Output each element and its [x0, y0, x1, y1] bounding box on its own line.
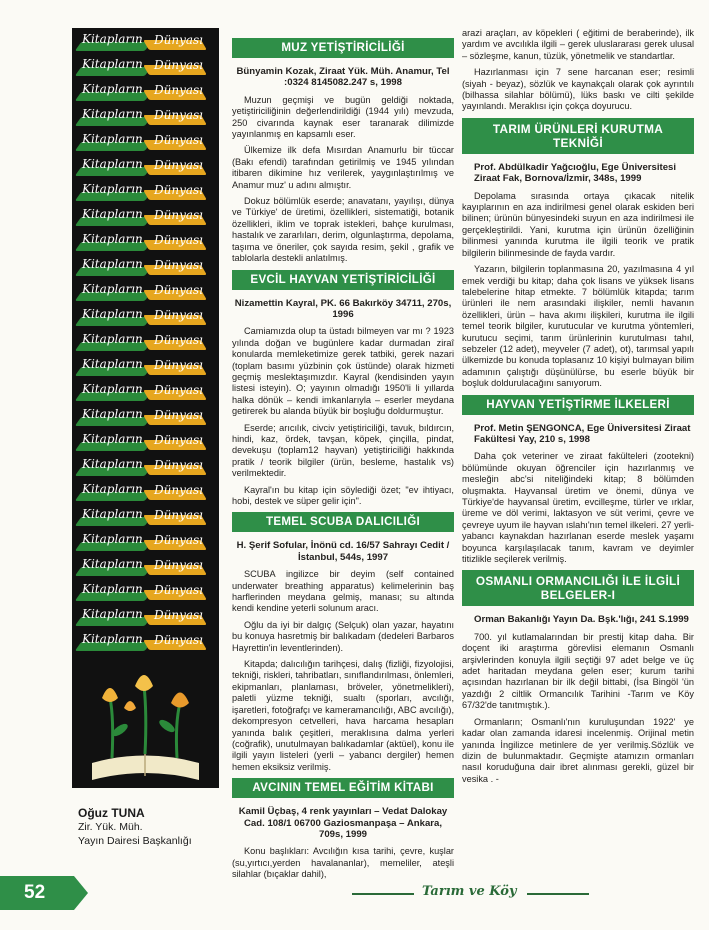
- strip-word-2: Dünyası: [154, 558, 204, 572]
- paragraph: Yazarın, bilgilerin toplanmasına 20, yazılmasına 4 yıl emek verdiği bu kitap; daha çok lisans ve yüksek lisans talebelerine hitap etmekte. 7 bölümlük kitapda; tarım ürünleri ile nem arasındaki ilişkiler, nemli havanın özellikleri, ürün – hava akımı ilişkileri, kurutma ile ilgili temel teorik bilgiler, kurutucular ve kurutma yöntemleri, kurutucu seçimi, tarım ürünlerinin kurutulması tahıl, sebzeler (12 adet), meyveler (7 adet), ot), tarımsal yapılı ülkemizde bu konuda toplasanız 10 kişiyi bulmayan bilim adamının çalıştığı düşünülürse, bu eserle büyük bir boşluk doldurulacağını sanıyorum.: [462, 264, 694, 389]
- book-info-hayvan: Prof. Metin ŞENGONCA, Ege Üniversitesi Ziraat Fakültesi Yay, 210 s, 1998: [474, 422, 691, 445]
- paragraph: Daha çok veteriner ve ziraat fakülteleri (zootekni) bölümünde okuyan öğrenciler için hazırlanmış ve mesleğin abc'si niteliğindeki kitap; 8 bölümden oluşmakta. Hayvansal üretim ve önemi, dünya ve Türkiye'de hayvansal üretim, evcilleşme, türler ve ırklar, üreme ve döl verimi, laktasyon ve süt verimi, çevre ve çevreye uyum ile hayvan ıslahı'nın temel ilkeleri. 27 yerli-yabancı kaynakdan hazırlanan eserde meslek yaşamı boyunca karşılaşılacak tanım, kavram ve deyimler titizlikle seçilerek verilmiş.: [462, 451, 694, 565]
- strip-word-1: Kitapların: [82, 307, 143, 321]
- section-heading-avcinin: AVCININ TEMEL EĞİTİM KİTABI: [232, 778, 454, 798]
- strip-row: [72, 407, 219, 432]
- author-name: Oğuz TUNA: [78, 806, 145, 820]
- strip-word-2: Dünyası: [154, 508, 204, 522]
- strip-word-1: Kitapların: [82, 157, 143, 171]
- strip-row: [72, 57, 219, 82]
- book-info-muz: Bünyamin Kozak, Ziraat Yük. Müh. Anamur, Tel :0324 8145082.247 s, 1998: [236, 66, 450, 89]
- strip-word-2: Dünyası: [154, 133, 204, 147]
- section-heading-tarim: TARIM ÜRÜNLERİ KURUTMA TEKNİĞİ: [462, 118, 694, 154]
- strip-row: [72, 107, 219, 132]
- strip-row: [72, 482, 219, 507]
- strip-row: [72, 432, 219, 457]
- strip-row: [72, 332, 219, 357]
- strip-word-1: Kitapların: [82, 132, 143, 146]
- strip-word-1: Kitapların: [82, 282, 143, 296]
- strip-row: [72, 232, 219, 257]
- paragraph: Kitapda; dalıcılığın tarihçesi, dalış (fizliği, fizyolojisi, tekniği, riskleri, tahribatları, sınıflandırılması, önlemleri, ekipmanları, planlaması, bröveler, yönetmelikleri), paletli yüzme tekniği, sualtı (sporları, avcılığı, işaretleri, fotoğrafçı ve kameramancılığı, ABC avcılığı), dekompresyon cetvelleri, hava harcama hesapları yanında balık çeşitleri, meraklısına dalma yerleri (coğrafik), unutulmayan balıkadamlar (aktüel), konu ile ilgili yayın listeleri (yerli – yabancı dergiler) hemen hemen eksiksiz verilmiş.: [232, 659, 454, 772]
- strip-word-1: Kitapların: [82, 532, 143, 546]
- strip-row: [72, 457, 219, 482]
- decorative-book-strip: [72, 28, 219, 788]
- strip-word-2: Dünyası: [154, 33, 204, 47]
- magazine-footer-logo: Tarım ve Köy: [422, 884, 517, 899]
- strip-row: [72, 207, 219, 232]
- strip-word-1: Kitapların: [82, 607, 143, 621]
- strip-word-2: Dünyası: [154, 158, 204, 172]
- strip-word-1: Kitapların: [82, 357, 143, 371]
- strip-word-2: Dünyası: [154, 458, 204, 472]
- strip-word-2: Dünyası: [154, 383, 204, 397]
- column-2: [462, 28, 694, 790]
- paragraph: Eserde; arıcılık, civciv yetiştiriciliği, tavuk, bıldırcın, hindi, kaz, ördek, tavşan, köpek, çinçilla, pindat, devekuşu (toplam12 hayvan) yetiştiriciliği hakkında pratik / teorik bilgiler (ürün, besleme, hastalık vs) verilmektedir.: [232, 422, 454, 479]
- strip-row: [72, 157, 219, 182]
- strip-word-1: Kitapların: [82, 107, 143, 121]
- strip-word-2: Dünyası: [154, 108, 204, 122]
- book-info-tarim: Prof. Abdülkadir Yağcıoğlu, Ege Üniversitesi Ziraat Fak, Bornova/İzmir, 348s, 1999: [474, 161, 677, 185]
- paragraph: Ormanların; Osmanlı'nın kuruluşundan 1922' ye kadar olan zamanda idaresi incelenmiş. Orijinal metin yanında İngilizce metinlere de yer verilmiş.Sözlük ve dizin de bulunmaktadır. Geçmişte atamızın ormanları nasıl koruduğuna dair ibret alınması gerekli, güzel bir vesika . -: [462, 716, 694, 784]
- strip-word-2: Dünyası: [154, 533, 204, 547]
- book-info-osmanli: Orman Bakanlığı Yayın Da. Bşk.'lığı, 241 S.1999: [474, 614, 689, 626]
- paragraph: arazi araçları, av köpekleri ( eğitimi de beraberinde), ilk yardım ve avcılıkla ilgili – gerek uluslararası gerek ulusal – sözleşme, kanun, tüzük, yönetmelik ve standartlar.: [462, 28, 694, 61]
- strip-row: [72, 307, 219, 332]
- strip-word-1: Kitapların: [82, 557, 143, 571]
- strip-row: [72, 82, 219, 107]
- section-heading-hayvan: HAYVAN YETİŞTİRME İLKELERİ: [462, 395, 694, 415]
- section-heading-muz: MUZ YETİŞTİRİCİLİĞİ: [232, 38, 454, 58]
- strip-row: [72, 582, 219, 607]
- strip-word-2: Dünyası: [154, 233, 204, 247]
- column-1: [232, 34, 454, 886]
- paragraph: 700. yıl kutlamalarından bir prestij kitap daha. Bir doçent iki araştırma görevlisi elemanın Osmanlı arşivlerinden konuyla ilgili seçtiği 97 adet belge ve üç adet haritadan meydana gelen eser; kurum tarihi açısından hazırlanan bir ilk değil bittabi, (İsa Bingöl 'ün yazdığı 2 ciltlik Ormancılık Tarihini -Tarım ve Köy 67/32'de tanıtmıştık.).: [462, 631, 694, 711]
- strip-word-1: Kitapların: [82, 257, 143, 271]
- strip-word-2: Dünyası: [154, 308, 204, 322]
- strip-row: [72, 32, 219, 57]
- strip-row: [72, 532, 219, 557]
- strip-word-1: Kitapların: [82, 407, 143, 421]
- paragraph: Ülkemize ilk defa Mısırdan Anamurlu bir tüccar (Bakı efendi) tarafından getirilmiş ve 1945 yılından itibaren dikimine hız verilerek, yaygınlaştırılmış ve Anamur muz' u adını almıştır.: [232, 145, 454, 190]
- book-info-avcinin: Kamil Üçbaş, 4 renk yayınları – Vedat Dalokay Cad. 108/1 06700 Gaziosmanpaşa – Ankara, 709s, 1999: [238, 806, 448, 840]
- tulips-book-illustration: [72, 668, 219, 788]
- author-title: Zir. Yük. Müh.: [78, 821, 143, 833]
- strip-word-2: Dünyası: [154, 583, 204, 597]
- strip-word-2: Dünyası: [154, 208, 204, 222]
- paragraph: Hazırlanması için 7 sene harcanan eser; resimli (siyah - beyaz), sözlük ve kaynakçalı olarak çok ayrıntılı (bilhassa silahlar bölümü), lüks baskı ve cilti şekilde yayınlandı. Meraklısı için çokça doyurucu.: [462, 67, 694, 112]
- section-heading-scuba: TEMEL SCUBA DALICILIĞI: [232, 512, 454, 532]
- strip-word-1: Kitapların: [82, 57, 143, 71]
- strip-word-1: Kitapların: [82, 457, 143, 471]
- strip-row: [72, 557, 219, 582]
- paragraph: Dokuz bölümlük eserde; anavatanı, yayılışı, dünya ve Türkiye' de üretimi, özellikleri, sistematiği, botanik özellikleri, iklim ve toprak istekleri, bahçe kurulması, hastalık ve zararlıları, derim, olgunlaştırma, depolama, taşıma ve öneriler, çok sayıda resim, şekil , grafik ve tablolarla destekli anlatılmış.: [232, 196, 454, 264]
- author-block: [78, 806, 238, 848]
- strip-word-1: Kitapların: [82, 332, 143, 346]
- strip-word-1: Kitapların: [82, 82, 143, 96]
- section-heading-evcil: EVCİL HAYVAN YETİŞTİRİCİLİĞİ: [232, 270, 454, 290]
- strip-row: [72, 282, 219, 307]
- strip-word-2: Dünyası: [154, 633, 204, 647]
- strip-row: [72, 182, 219, 207]
- strip-word-1: Kitapların: [82, 632, 143, 646]
- paragraph: SCUBA ingilizce bir deyim (self contained underwater breathing apparatus) kelimelerinin baş harflerinden meydana gelmiş, manası; su altında kendi kendine yeterli solunum aracı.: [232, 569, 454, 614]
- strip-word-1: Kitapların: [82, 482, 143, 496]
- strip-word-2: Dünyası: [154, 83, 204, 97]
- strip-word-2: Dünyası: [154, 333, 204, 347]
- strip-row: [72, 132, 219, 157]
- strip-word-1: Kitapların: [82, 432, 143, 446]
- paragraph: Konu başlıkları: Avcılığın kısa tarihi, çevre, kuşlar (su,yırtıcı,yerden havalananlar), memeliler, ateşli silahlar (bıçaklar dahil),: [232, 846, 454, 880]
- strip-word-2: Dünyası: [154, 58, 204, 72]
- strip-word-2: Dünyası: [154, 408, 204, 422]
- strip-row: [72, 257, 219, 282]
- section-heading-osmanli: OSMANLI ORMANCILIĞI İLE İLGİLİ BELGELER-I: [462, 570, 694, 606]
- strip-word-2: Dünyası: [154, 183, 204, 197]
- strip-word-2: Dünyası: [154, 258, 204, 272]
- page-number: 52: [0, 876, 74, 910]
- paragraph: Depolama sırasında ortaya çıkacak nitelik kayıplarının en aza indirilmesi genel olarak eskiden beri bilinen; ürünün bünyesindeki suyun en aza indirilmesi ile gerçekleştirildi. Yani, kurutma için ürünün özelliğinin bilinmesi yanında kurutma ile ilgili teorik ve pratik bilgilerin bilinmesinde de fayda vardır.: [462, 190, 694, 258]
- book-info-evcil: Nizamettin Kayral, PK. 66 Bakırköy 34711, 270s, 1996: [234, 297, 452, 320]
- strip-word-2: Dünyası: [154, 358, 204, 372]
- author-department: Yayın Dairesi Başkanlığı: [78, 835, 192, 847]
- strip-word-1: Kitapların: [82, 507, 143, 521]
- strip-word-2: Dünyası: [154, 483, 204, 497]
- paragraph: Camiamızda olup ta üstadı bilmeyen var mı ? 1923 yılında doğan ve bugünlere kadar durmadan ziraî konularda memleketimize gerek tatbiki, gerek nazari (toplam basımı yüzbinin çok üstünde) olarak hizmeti geçmiş meslektaşımızdır. Kayral (kendisinden yayın listesi isteyin). O; yayının olmadığı 1950'li li yıllarda halka dönük – kendi imkanlarıyla – eserler meydana getirerek bu alanda büyük bir boşluğu doldurmuştur.: [232, 326, 454, 417]
- paragraph: Oğlu da iyi bir dalgıç (Selçuk) olan yazar, hayatını bu konuya hasretmiş bir balıkadam (dedeleri Barbaros Hayrettin'in leventlerinden).: [232, 619, 454, 653]
- strip-word-1: Kitapların: [82, 382, 143, 396]
- strip-word-1: Kitapların: [82, 207, 143, 221]
- book-info-scuba: H. Şerif Sofular, İnönü cd. 16/57 Sahrayı Cedit / İstanbul, 544s, 1997: [236, 540, 450, 563]
- strip-word-1: Kitapların: [82, 232, 143, 246]
- strip-row: [72, 632, 219, 657]
- strip-word-1: Kitapların: [82, 582, 143, 596]
- strip-row: [72, 607, 219, 632]
- strip-word-2: Dünyası: [154, 283, 204, 297]
- strip-word-1: Kitapların: [82, 182, 143, 196]
- paragraph: Kayral'ın bu kitap için söylediği özet; "ev ihtiyacı, hobi, destek ve süper gelir için".: [232, 484, 454, 506]
- strip-word-1: Kitapların: [82, 32, 143, 46]
- paragraph: Muzun geçmişi ve bugün geldiği noktada, yetiştiriciliğinin değerlendirildiği (1944 yılı) mevzuda, 250 civarında kaynak eser taranarak dilimizde yayınlanmış en kapsamlı eser.: [232, 94, 454, 140]
- strip-row: [72, 382, 219, 407]
- strip-word-2: Dünyası: [154, 433, 204, 447]
- strip-word-2: Dünyası: [154, 608, 204, 622]
- strip-row: [72, 507, 219, 532]
- strip-row: [72, 357, 219, 382]
